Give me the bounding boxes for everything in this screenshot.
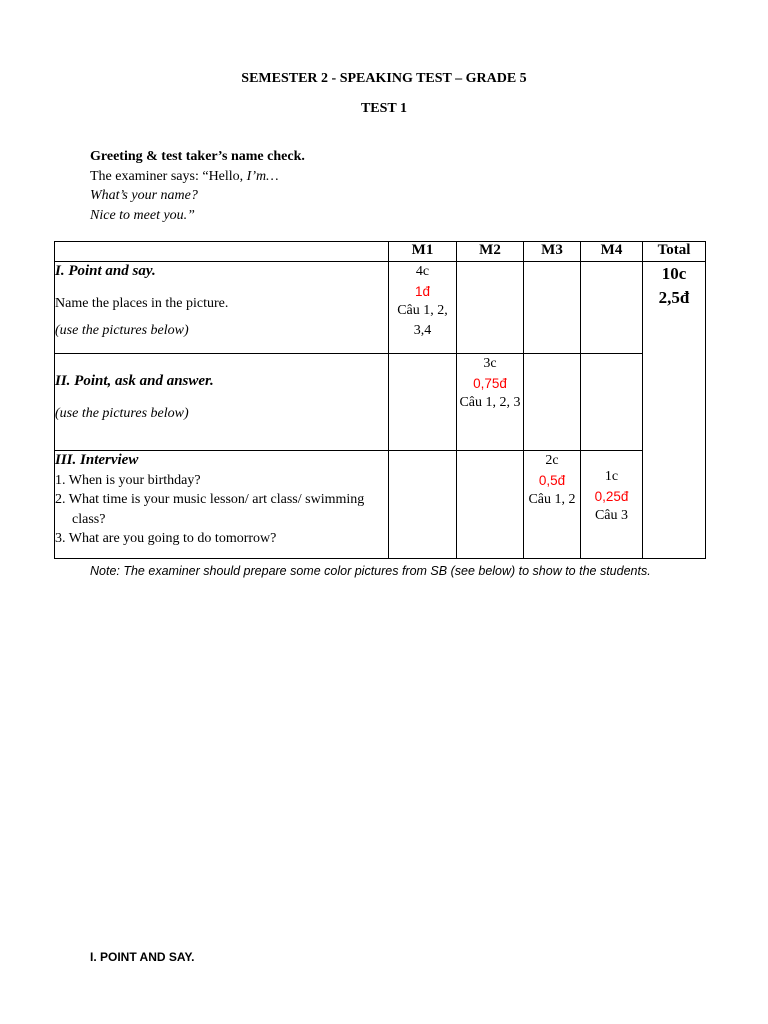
- section-line: Name the places in the picture.: [55, 295, 229, 311]
- count: 4c: [415, 264, 430, 279]
- empty-cell: [524, 354, 581, 451]
- m2-cell: [457, 354, 524, 451]
- empty-cell: [457, 451, 524, 559]
- test-number: TEST 1: [360, 101, 408, 116]
- header-m1: M1: [389, 242, 457, 262]
- points: 0,75đ: [473, 375, 507, 391]
- interview-question: 1. When is your birthday?: [55, 472, 201, 488]
- empty-cell: [389, 451, 457, 559]
- interview-question: 2. What time is your music lesson/ art class/ swimming class?: [55, 492, 365, 527]
- section-title: I. Point and say.: [55, 263, 156, 279]
- header-m3: M3: [524, 242, 581, 262]
- table-row: [55, 451, 706, 559]
- m1-cell: [389, 262, 457, 354]
- points: 1đ: [414, 283, 431, 299]
- total-cell: [643, 262, 706, 559]
- count: 3c: [483, 356, 497, 371]
- total-points: 2,5đ: [658, 288, 690, 307]
- table-row: [55, 354, 706, 451]
- section-interview: [55, 451, 389, 559]
- examiner-prefix: The examiner says: “Hello,: [90, 168, 247, 184]
- table-header-row: [55, 242, 706, 262]
- examiner-greeting: Nice to meet you.”: [90, 207, 195, 223]
- count: 2c: [545, 453, 559, 468]
- section-point-ask-answer: [55, 354, 389, 451]
- empty-cell: [524, 262, 581, 354]
- section-point-and-say: [55, 262, 389, 354]
- empty-cell: [389, 354, 457, 451]
- header-task: [55, 242, 389, 262]
- header-total: Total: [643, 242, 706, 262]
- empty-cell: [457, 262, 524, 354]
- examiner-im: I’m…: [246, 168, 279, 184]
- total-count: 10c: [661, 264, 687, 283]
- section-line: (use the pictures below): [55, 405, 189, 421]
- questions: Câu 3: [594, 508, 629, 523]
- empty-cell: [581, 354, 643, 451]
- greeting-heading: Greeting & test taker’s name check.: [90, 149, 305, 164]
- examiner-question: What’s your name?: [90, 188, 198, 203]
- section-title: II. Point, ask and answer.: [55, 373, 214, 389]
- header-m2: M2: [457, 242, 524, 262]
- m4-cell: [581, 451, 643, 559]
- m3-cell: [524, 451, 581, 559]
- empty-cell: [581, 262, 643, 354]
- count: 1c: [604, 469, 619, 484]
- examiner-line: [90, 167, 305, 187]
- questions: Câu 1, 2, 3: [459, 395, 521, 410]
- points: 0,5đ: [538, 472, 566, 488]
- section-heading-point-and-say: I. POINT AND SAY.: [90, 950, 195, 964]
- section-title: III. Interview: [55, 452, 139, 468]
- section-line: (use the pictures below): [55, 323, 189, 338]
- table-row: [55, 262, 706, 354]
- questions: Câu 1, 2: [528, 492, 576, 507]
- page-title: SEMESTER 2 - SPEAKING TEST – GRADE 5: [241, 71, 527, 86]
- points: 0,25đ: [594, 488, 629, 504]
- header-m4: M4: [581, 242, 643, 262]
- score-table: [54, 241, 706, 559]
- greeting-block: [90, 147, 305, 225]
- interview-question: 3. What are you going to do tomorrow?: [55, 531, 277, 546]
- questions: Câu 1, 2, 3,4: [397, 303, 448, 338]
- examiner-note: Note: The examiner should prepare some color pictures from SB (see below) to show to the students.: [90, 564, 651, 578]
